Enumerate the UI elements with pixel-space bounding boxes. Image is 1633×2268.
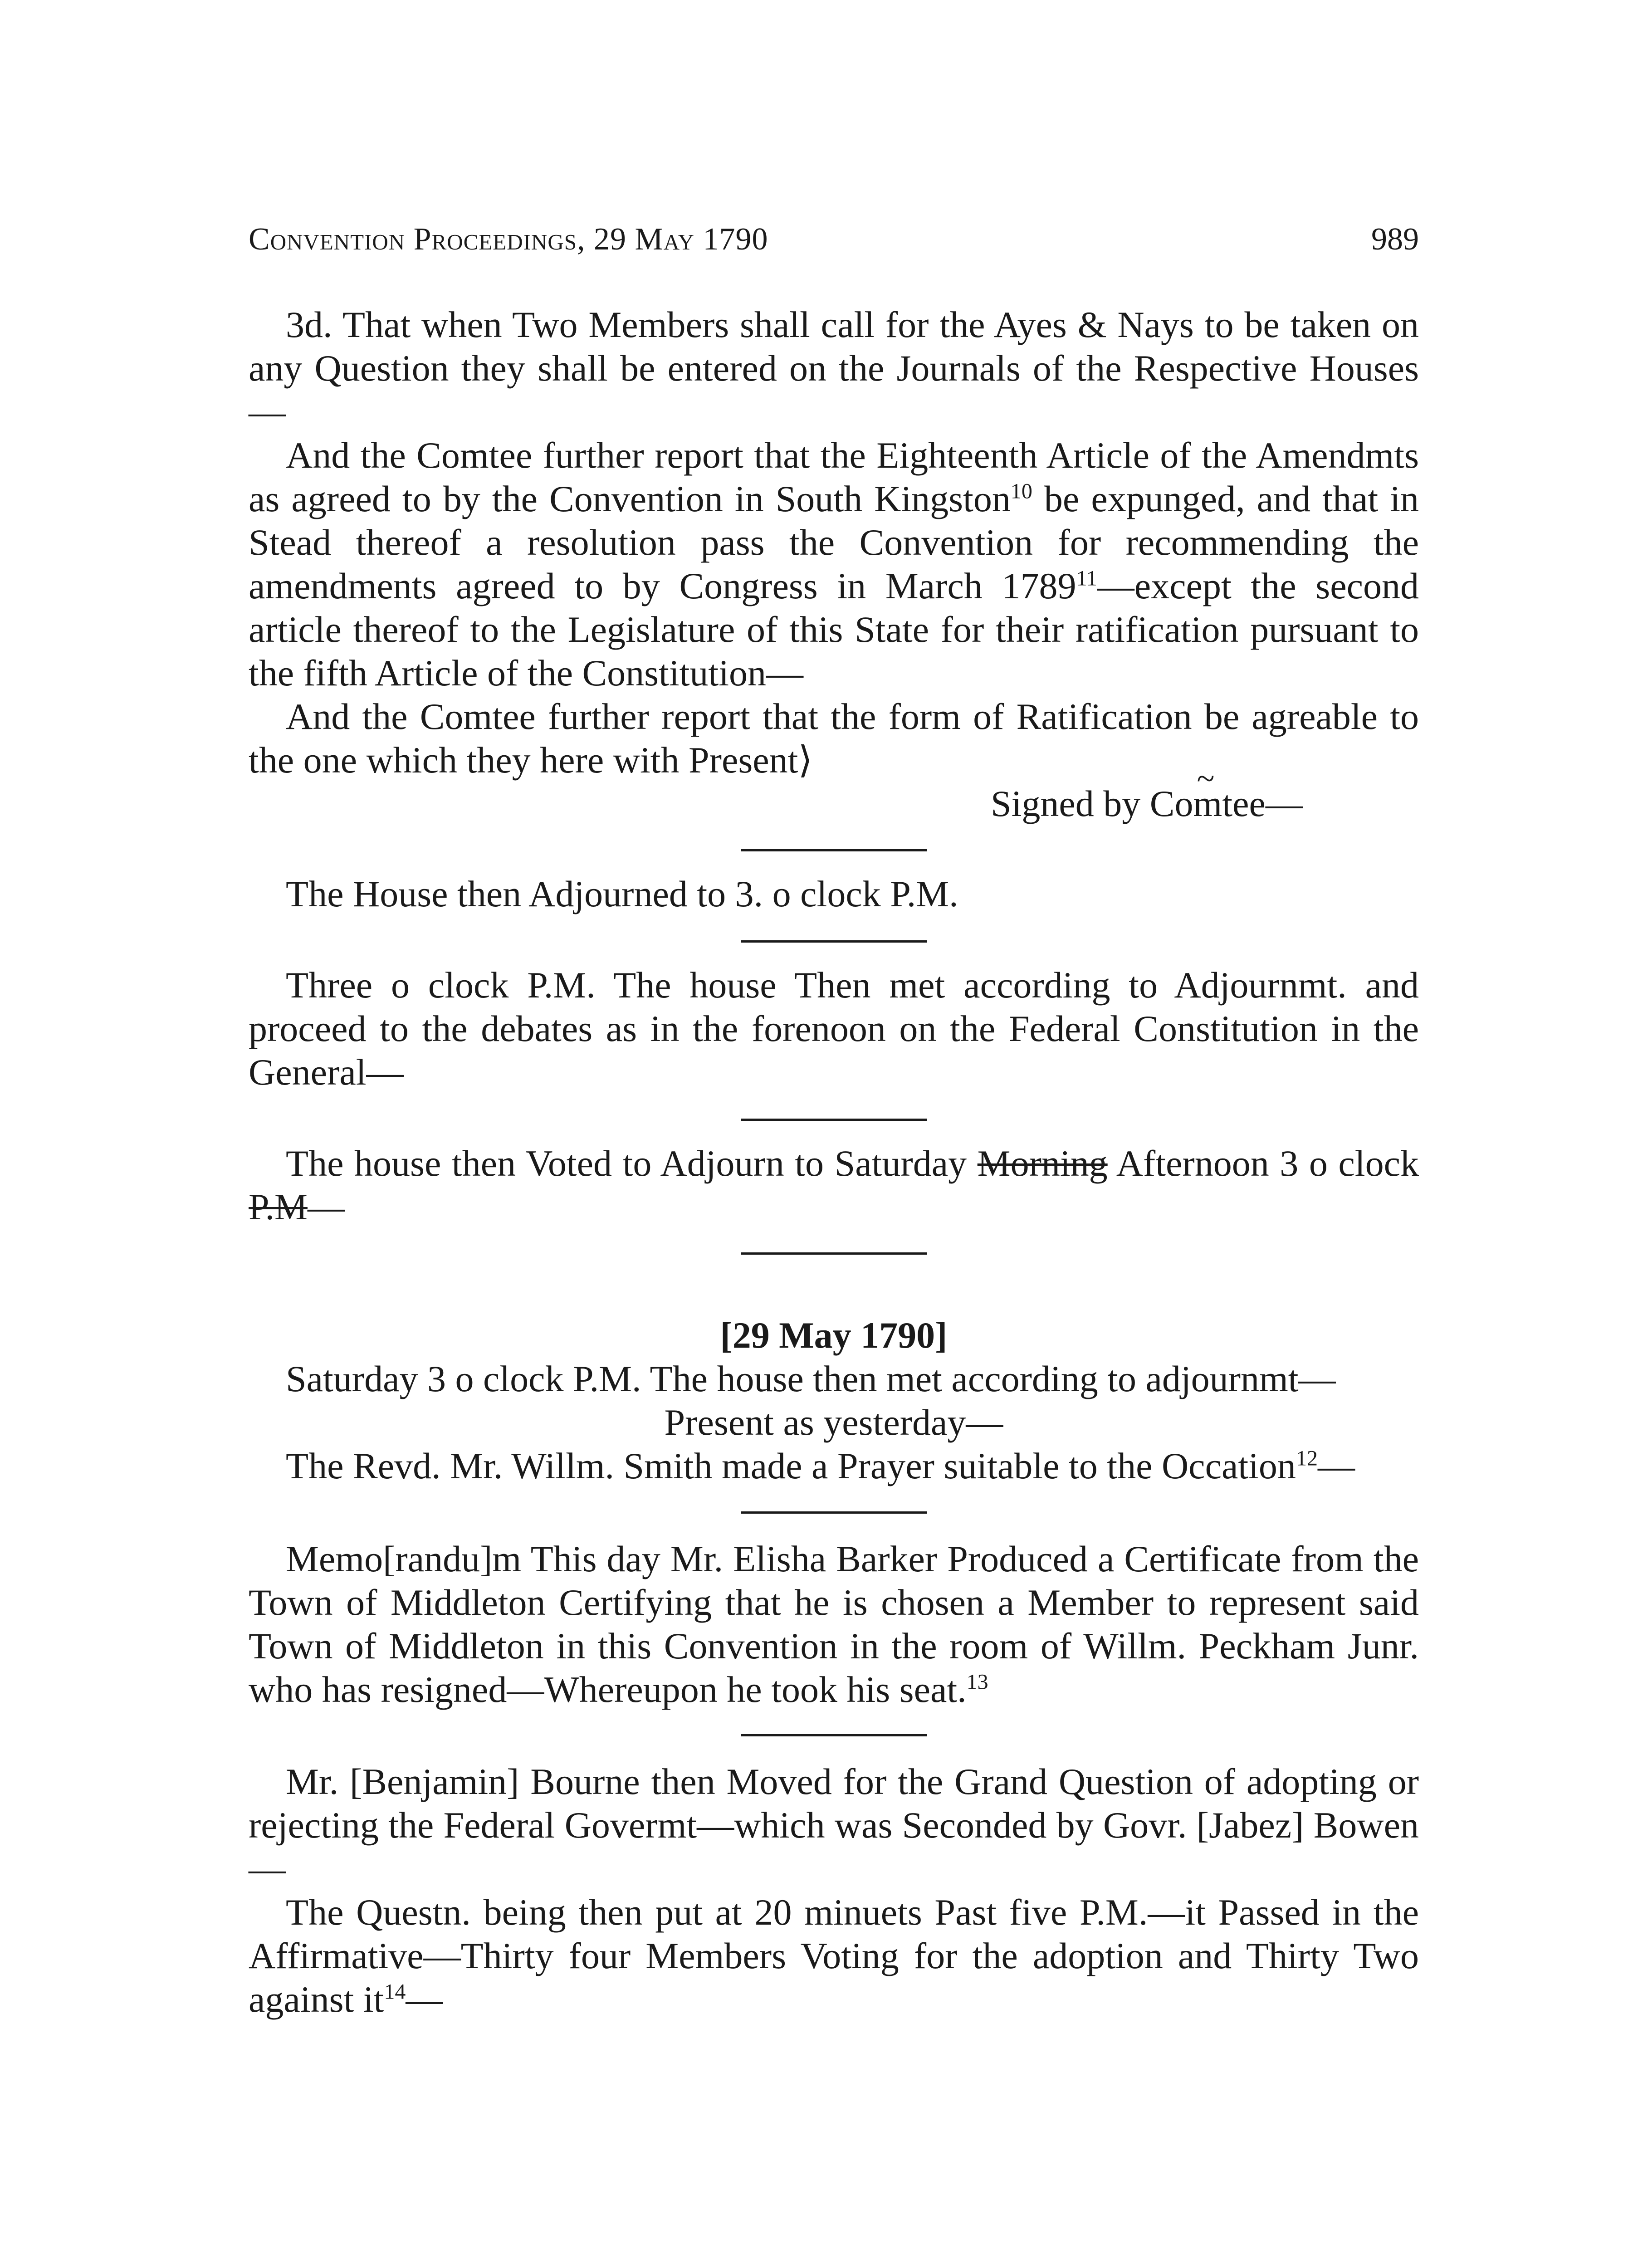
section-divider xyxy=(741,1252,927,1255)
footnote-ref: 14 xyxy=(384,1980,406,2004)
paragraph-text: — xyxy=(406,1979,443,2020)
signed-text: tee— xyxy=(1222,783,1303,824)
paragraph-memorandum xyxy=(249,1537,1419,1711)
section-divider xyxy=(741,849,927,851)
paragraph-text: — xyxy=(307,1186,345,1227)
section-divider xyxy=(741,1734,927,1736)
footnote-ref: 12 xyxy=(1296,1446,1318,1471)
struck-text: Morning xyxy=(977,1143,1108,1184)
section-divider xyxy=(741,940,927,943)
paragraph-ayes-nays: 3d. That when Two Members shall call for the Ayes & Nays to be taken on any Question they shall be entered on the Journals of the Respective Houses— xyxy=(249,304,1419,432)
paragraph-text: — xyxy=(1317,1445,1355,1486)
abbreviation-m: m ~ xyxy=(1193,782,1222,826)
paragraph-present: Present as yesterday— xyxy=(664,1402,1003,1443)
date-heading: [29 May 1790] xyxy=(720,1315,948,1356)
signed-text: Signed by Co xyxy=(991,783,1193,824)
paragraph-afternoon-debates: Three o clock P.M. The house Then met according to Adjournmt. and proceed to the debates as in the forenoon on the Federal Constitution in the General— xyxy=(249,964,1419,1093)
paragraph-text: Afternoon 3 o clock xyxy=(1107,1143,1419,1184)
paragraph-text: And the Comtee further report that the Eighteenth Article of the Amendmts as agreed to by the Convention in South Kingston xyxy=(249,435,1419,519)
section-divider xyxy=(741,1511,927,1514)
page-number: 989 xyxy=(1371,222,1419,257)
paragraph-text: The house then Voted to Adjourn to Saturday xyxy=(286,1143,978,1184)
paragraph-grand-question: Mr. [Benjamin] Bourne then Moved for the Grand Question of adopting or rejecting the Federal Govermt—which was Seconded by Govr. [Jabez] Bowen— xyxy=(249,1761,1419,1889)
section-divider xyxy=(741,1119,927,1121)
paragraph-text: The Revd. Mr. Willm. Smith made a Prayer suitable to the Occation xyxy=(286,1445,1296,1486)
page-body xyxy=(249,303,1419,2021)
paragraph-vote-adjourn xyxy=(249,1142,1419,1229)
paragraph-text: —except the second article thereof to the Legislature of this State for their ratification pursuant to the fifth Article of the Constitution— xyxy=(249,565,1419,694)
paragraph-ratification-form: And the Comtee further report that the form of Ratification be agreable to the one which they here with Present⟩ xyxy=(249,696,1419,781)
paragraph-text: Memo[randu]m This day Mr. Elisha Barker Produced a Certificate from the Town of Middleton Certifying that he is chosen a Member to represent said Town of Middleton in this Convention in the room of Willm. Peckham Junr. who has resigned—Whereupon he took his seat. xyxy=(249,1538,1419,1710)
struck-text: P.M xyxy=(249,1186,308,1227)
signed-line xyxy=(249,782,1419,826)
paragraph-text: The Questn. being then put at 20 minuets Past five P.M.—it Passed in the Affirmative—Thirty four Members Voting for the adoption and Thirty Two against it xyxy=(249,1892,1419,2020)
paragraph-vote-result xyxy=(249,1891,1419,2021)
paragraph-saturday-meeting: Saturday 3 o clock P.M. The house then met according to adjournmt— xyxy=(286,1358,1336,1399)
paragraph-prayer xyxy=(249,1444,1419,1488)
paragraph-text: be expunged, and that in Stead thereof a resolution pass the Convention for recommending the amendments agreed to by Congress in March 1789 xyxy=(249,478,1419,606)
footnote-ref: 11 xyxy=(1076,566,1097,591)
paragraph-adjourned: The House then Adjourned to 3. o clock P.M. xyxy=(286,873,958,914)
footnote-ref: 13 xyxy=(966,1670,988,1694)
footnote-ref: 10 xyxy=(1010,479,1032,503)
paragraph-eighteenth-article xyxy=(249,434,1419,695)
running-head: Convention Proceedings, 29 May 1790 xyxy=(249,222,768,257)
